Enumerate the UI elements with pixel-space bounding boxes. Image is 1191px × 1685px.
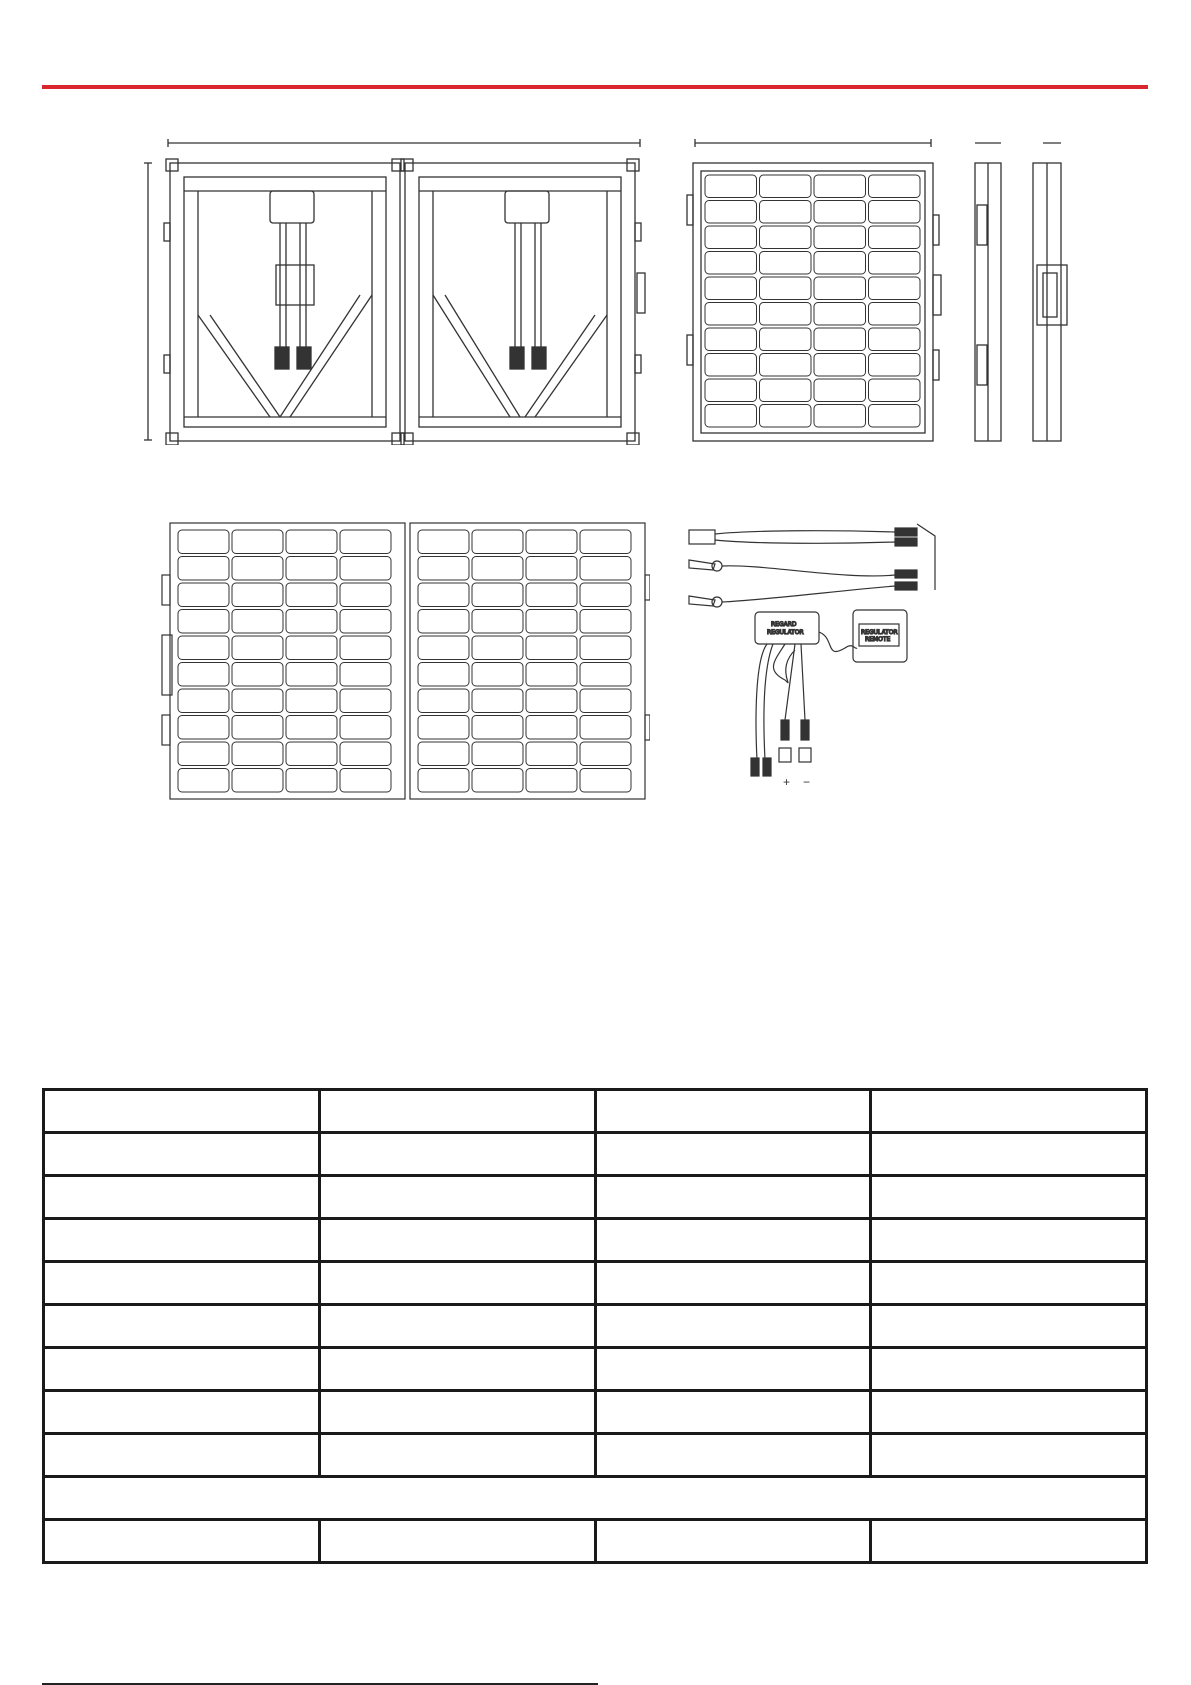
solar-cell [232, 636, 283, 660]
spec-cell [319, 1090, 595, 1133]
solar-cell [760, 175, 812, 198]
solar-cell [286, 636, 337, 660]
solar-cell [526, 716, 577, 740]
solar-cell [178, 663, 229, 687]
spec-cell [319, 1176, 595, 1219]
solar-cell [760, 201, 812, 224]
spec-cell [44, 1305, 320, 1348]
solar-cell [814, 354, 866, 377]
solar-cell [286, 530, 337, 554]
solar-cell [286, 557, 337, 581]
solar-cell [814, 175, 866, 198]
spec-cell [44, 1348, 320, 1391]
spec-cell [595, 1219, 871, 1262]
solar-cell [286, 610, 337, 634]
solar-cell [869, 405, 921, 428]
spec-cell [595, 1391, 871, 1434]
polarity-plus: + [783, 775, 791, 789]
solar-cell [472, 689, 523, 713]
solar-cell [418, 663, 469, 687]
spec-cell [319, 1219, 595, 1262]
solar-cell [580, 742, 631, 766]
accessories-drawing [685, 520, 965, 790]
front-view-drawing [160, 520, 650, 805]
solar-cell [705, 405, 757, 428]
solar-cell [472, 530, 523, 554]
solar-cell [340, 636, 391, 660]
spec-cell [871, 1434, 1147, 1477]
spec-cell [44, 1262, 320, 1305]
solar-cell [340, 689, 391, 713]
spec-cell [595, 1348, 871, 1391]
solar-cell [526, 689, 577, 713]
solar-cell [580, 610, 631, 634]
solar-cell [760, 252, 812, 275]
solar-cell [178, 530, 229, 554]
solar-cell [705, 226, 757, 249]
solar-cell [869, 252, 921, 275]
spec-cell [595, 1090, 871, 1133]
solar-cell [580, 663, 631, 687]
solar-cell [178, 610, 229, 634]
solar-cell [178, 583, 229, 607]
solar-cell [705, 201, 757, 224]
solar-cell [472, 769, 523, 793]
solar-cell [340, 530, 391, 554]
solar-cell [869, 201, 921, 224]
spec-row [44, 1219, 1147, 1262]
polarity-minus: − [803, 775, 811, 789]
solar-cell [418, 769, 469, 793]
spec-cell [871, 1305, 1147, 1348]
solar-cell [340, 610, 391, 634]
solar-cell [814, 277, 866, 300]
solar-cell [580, 689, 631, 713]
solar-cell [705, 379, 757, 402]
solar-cell [580, 636, 631, 660]
solar-cell [580, 769, 631, 793]
regulator-label-line2: REGULATOR [767, 629, 804, 636]
solar-cell [869, 303, 921, 326]
solar-cell [418, 557, 469, 581]
solar-cell [418, 742, 469, 766]
solar-cell [178, 557, 229, 581]
specifications-table [42, 1088, 1148, 1564]
solar-cell [232, 769, 283, 793]
spec-cell [44, 1133, 320, 1176]
spec-cell [319, 1391, 595, 1434]
spec-cell [871, 1520, 1147, 1563]
spec-cell [319, 1133, 595, 1176]
spec-cell [595, 1176, 871, 1219]
spec-cell [595, 1520, 871, 1563]
solar-cell [340, 742, 391, 766]
spec-cell [44, 1434, 320, 1477]
solar-cell [232, 583, 283, 607]
solar-cell [760, 405, 812, 428]
solar-cell [340, 583, 391, 607]
solar-cell [472, 716, 523, 740]
solar-cell [869, 277, 921, 300]
solar-cell [705, 328, 757, 351]
solar-cell [580, 583, 631, 607]
solar-cell [340, 716, 391, 740]
solar-cell [814, 226, 866, 249]
spec-row [44, 1133, 1147, 1176]
solar-cell [232, 663, 283, 687]
solar-cell [526, 530, 577, 554]
solar-cell [286, 769, 337, 793]
solar-cell [526, 663, 577, 687]
solar-cell [472, 663, 523, 687]
spec-row [44, 1391, 1147, 1434]
solar-cell [705, 303, 757, 326]
remote-label-line1: REGULATOR [861, 629, 898, 636]
spec-cell [319, 1520, 595, 1563]
solar-cell [526, 610, 577, 634]
solar-cell [418, 716, 469, 740]
solar-cell [705, 175, 757, 198]
rear-view-drawing [140, 135, 650, 445]
solar-cell [418, 636, 469, 660]
solar-cell [814, 405, 866, 428]
spec-cell [871, 1262, 1147, 1305]
spec-cell [871, 1391, 1147, 1434]
solar-cell [526, 557, 577, 581]
solar-cell [472, 610, 523, 634]
spec-row [44, 1262, 1147, 1305]
solar-cell [340, 557, 391, 581]
spec-cell [871, 1348, 1147, 1391]
solar-cell [178, 742, 229, 766]
spec-row [44, 1520, 1147, 1563]
solar-cell [286, 716, 337, 740]
spec-row [44, 1434, 1147, 1477]
spec-cell [44, 1219, 320, 1262]
solar-cell [472, 742, 523, 766]
solar-cell [869, 328, 921, 351]
spec-row [44, 1090, 1147, 1133]
spec-cell [595, 1305, 871, 1348]
solar-cell [705, 354, 757, 377]
spec-cell [44, 1520, 320, 1563]
solar-cell [178, 636, 229, 660]
solar-cell [232, 530, 283, 554]
spec-cell [319, 1434, 595, 1477]
spec-cell [44, 1176, 320, 1219]
solar-cell [340, 663, 391, 687]
solar-cell [472, 583, 523, 607]
solar-cell [814, 252, 866, 275]
solar-cell [869, 379, 921, 402]
solar-cell [814, 303, 866, 326]
spec-cell [319, 1348, 595, 1391]
solar-cell [760, 226, 812, 249]
spec-row-full [44, 1477, 1147, 1520]
spec-cell [44, 1391, 320, 1434]
solar-cell [526, 742, 577, 766]
solar-cell [814, 328, 866, 351]
solar-cell [418, 583, 469, 607]
spec-row [44, 1176, 1147, 1219]
solar-cell [869, 354, 921, 377]
solar-cell [178, 716, 229, 740]
solar-cell [760, 379, 812, 402]
header-accent-rule [42, 85, 1148, 89]
solar-cell [814, 379, 866, 402]
spec-cell [44, 1090, 320, 1133]
solar-cell [526, 583, 577, 607]
spec-cell [871, 1133, 1147, 1176]
solar-cell [580, 557, 631, 581]
solar-cell [286, 689, 337, 713]
solar-cell [760, 277, 812, 300]
solar-cell [705, 277, 757, 300]
solar-cell [472, 636, 523, 660]
solar-cell [178, 769, 229, 793]
spec-row [44, 1305, 1147, 1348]
solar-cell [705, 252, 757, 275]
solar-cell [286, 663, 337, 687]
solar-cell [286, 583, 337, 607]
solar-cell [340, 769, 391, 793]
spec-section-cell [44, 1477, 1147, 1520]
solar-cell [580, 530, 631, 554]
spec-cell [319, 1305, 595, 1348]
solar-cell [869, 226, 921, 249]
spec-cell [871, 1219, 1147, 1262]
solar-cell [526, 769, 577, 793]
solar-cell [232, 742, 283, 766]
solar-cell [526, 636, 577, 660]
solar-cell [232, 716, 283, 740]
spec-cell [319, 1262, 595, 1305]
spec-cell [871, 1176, 1147, 1219]
spec-cell [595, 1133, 871, 1176]
spec-cell [595, 1262, 871, 1305]
solar-cell [760, 303, 812, 326]
solar-cell [232, 610, 283, 634]
spec-row [44, 1348, 1147, 1391]
solar-cell [760, 354, 812, 377]
solar-cell [286, 742, 337, 766]
solar-cell [418, 689, 469, 713]
solar-cell [814, 201, 866, 224]
solar-cell [418, 610, 469, 634]
spec-cell [595, 1434, 871, 1477]
solar-cell [760, 328, 812, 351]
solar-cell [472, 557, 523, 581]
solar-cell [232, 557, 283, 581]
regulator-label-line1: REGARD [771, 621, 797, 628]
solar-cell [869, 175, 921, 198]
solar-cell [580, 716, 631, 740]
remote-label-line2: REMOTE [865, 636, 891, 643]
solar-cell [178, 689, 229, 713]
spec-cell [871, 1090, 1147, 1133]
solar-cell [232, 689, 283, 713]
solar-cell [418, 530, 469, 554]
folded-views-drawing [685, 135, 1075, 445]
